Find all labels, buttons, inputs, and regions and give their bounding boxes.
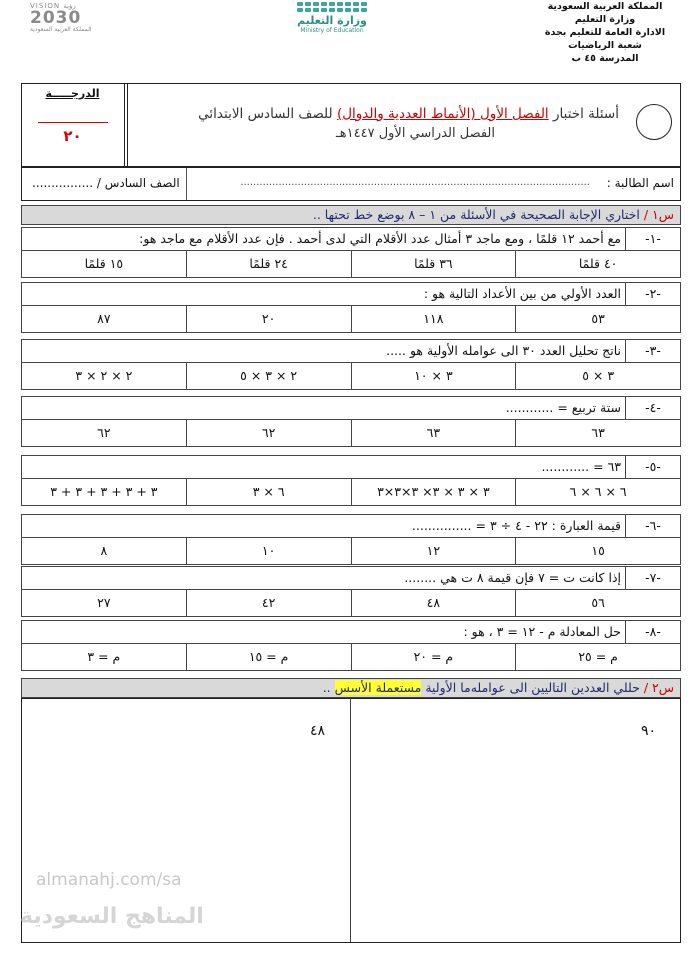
header-line: المدرسة ٤٥ ب	[571, 53, 639, 64]
answer-option[interactable]: ٣ + ٣ + ٣ + ٣ + ٣	[50, 484, 158, 499]
watermark-url: almanahj.com/sa	[36, 870, 182, 890]
question-text: ٦٣ = ............	[541, 459, 621, 474]
header-line: شعبة الرياضيات	[568, 40, 642, 51]
answer-options-row	[21, 478, 681, 506]
answer-options-row	[21, 643, 681, 671]
answer-option[interactable]: ٤٢	[186, 590, 351, 616]
exam-title	[198, 106, 619, 122]
student-name-field[interactable]: ..............................................................................................................	[240, 177, 590, 188]
section2-text: حللي العددين التاليين الى عوامله‌ما الأولية	[425, 680, 640, 695]
answer-option[interactable]: ٢ × ٢ × ٣	[75, 368, 133, 383]
section2-suffix: ..	[322, 680, 331, 695]
student-info-row	[21, 167, 681, 201]
answer-options-row	[21, 362, 681, 390]
answer-option[interactable]: ٣ × ٥	[515, 363, 680, 389]
answer-option[interactable]: م = ٢٥	[515, 644, 680, 670]
section1-header	[21, 205, 681, 225]
question-number: -١-	[625, 228, 680, 250]
question-number: -٧-	[625, 567, 680, 589]
section2-header	[21, 678, 681, 698]
work-divider	[350, 699, 351, 942]
answer-option[interactable]: ٦٢	[97, 425, 111, 440]
ministry-header	[525, 0, 685, 65]
question-text: حل المعادلة م - ١٢ = ٣ ، هو :	[463, 624, 621, 639]
question-row	[21, 455, 681, 479]
question-number: -٣-	[625, 340, 680, 362]
question-number: -٢-	[625, 283, 680, 305]
answer-option[interactable]: م = ٣	[87, 649, 121, 664]
answer-option[interactable]: ٤٨	[351, 590, 516, 616]
answer-option[interactable]: ٦ × ٦ × ٦	[515, 479, 680, 505]
answer-option[interactable]: ٦٢	[186, 420, 351, 446]
question-number: -٨-	[625, 621, 680, 643]
question-number: -٥-	[625, 456, 680, 478]
answer-option[interactable]: ١١٨	[351, 306, 516, 332]
section1-number: س١ /	[643, 207, 674, 222]
title-post: للصف السادس الابتدائي	[198, 106, 333, 122]
answer-option[interactable]: ٥٣	[515, 306, 680, 332]
ministry-logo	[292, 2, 372, 34]
answer-option[interactable]: م = ١٥	[186, 644, 351, 670]
answer-option[interactable]: م = ٢٠	[351, 644, 516, 670]
answer-option[interactable]: ٨٧	[97, 311, 111, 326]
answer-option[interactable]: ٥٦	[515, 590, 680, 616]
answer-options-row	[21, 537, 681, 565]
question-text: قيمة العبارة : ٢٢ - ٤ ÷ ٣ = ...............	[411, 518, 621, 533]
answer-option[interactable]: ٣ × ١٠	[351, 363, 516, 389]
question-row	[21, 620, 681, 644]
question-number: -٦-	[625, 515, 680, 537]
answer-option[interactable]: ٢ × ٣ × ٥	[186, 363, 351, 389]
question-row	[21, 396, 681, 420]
answer-option[interactable]: ٦ × ٣	[186, 479, 351, 505]
answer-option[interactable]: ٤٠ قلمًا	[515, 251, 680, 277]
answer-option[interactable]: ٣ × ٣ × ٣× ٣×٣×٣	[351, 479, 516, 505]
grade-line	[38, 122, 108, 123]
answer-option[interactable]: ٦٣	[515, 420, 680, 446]
question-row	[21, 566, 681, 590]
exam-semester: الفصل الدراسي الأول ١٤٤٧هـ	[335, 126, 495, 141]
title-pre: أسئلة اختبار	[552, 106, 619, 122]
vision-2030-logo	[30, 2, 100, 33]
number-48: ٤٨	[310, 723, 326, 739]
section1-text: اختاري الإجابة الصحيحة في الأسئلة من ١ – ٨ بوضع خط تحتها ..	[312, 207, 640, 222]
vision-year: 2030	[30, 8, 82, 28]
vision-subtitle: المملكة العربية السعودية	[30, 26, 92, 33]
section2-highlight: مستعملة الأسس	[334, 680, 422, 695]
answer-option[interactable]: ٢٤ قلمًا	[186, 251, 351, 277]
answer-option[interactable]: ٢٠	[186, 306, 351, 332]
title-chapter: الفصل الأول (الأنماط العددية والدوال)	[336, 106, 549, 122]
logo-text-ar: وزارة التعليم	[297, 14, 367, 27]
watermark-text: المناهج السعودية	[20, 904, 204, 929]
score-circle	[636, 104, 672, 140]
logo-text-en: Ministry of Education	[300, 27, 364, 34]
question-text: العدد الأولي من بين الأعداد التالية هو :	[423, 286, 621, 301]
vision-label: VISION رؤية	[30, 2, 76, 10]
number-90: ٩٠	[640, 723, 656, 739]
question-number: -٤-	[625, 397, 680, 419]
question-row	[21, 339, 681, 363]
header-line: الادارة العامة للتعليم بجدة	[544, 27, 666, 38]
answer-option[interactable]: ٨	[100, 543, 108, 558]
question-text: مع أحمد ١٢ قلمًا ، ومع ماجد ٣ أمثال عدد الأقلام التي لدى أحمد . فإن عدد الأقلام مع ماجد هو:	[139, 231, 621, 246]
answer-option[interactable]: ١٥	[515, 538, 680, 564]
question-row	[21, 282, 681, 306]
answer-option[interactable]: ٦٣	[351, 420, 516, 446]
question-text: إذا كانت ت = ٧ فإن قيمة ٨ ت هي ........	[404, 570, 621, 585]
grade-label: الدرجـــــة	[45, 87, 100, 100]
divider	[186, 168, 187, 200]
question-row	[21, 514, 681, 538]
answer-option[interactable]: ٣٦ قلمًا	[351, 251, 516, 277]
student-name-label: اسم الطالبة :	[606, 176, 674, 190]
grade-box	[21, 83, 128, 167]
answer-option[interactable]: ١٥ قلمًا	[84, 256, 124, 271]
answer-option[interactable]: ١٠	[186, 538, 351, 564]
grade-value: ٢٠	[63, 127, 82, 145]
question-text: ستة تربيع = ............	[505, 400, 621, 415]
section2-number: س٢ /	[643, 680, 674, 695]
answer-option[interactable]: ٢٧	[97, 595, 111, 610]
question-text: ناتج تحليل العدد ٣٠ الى عوامله الأولية هو .....	[386, 343, 621, 358]
answer-options-row	[21, 419, 681, 447]
header-line: المملكة العربية السعودية	[547, 1, 663, 12]
answer-options-row	[21, 250, 681, 278]
class-field[interactable]: الصف السادس / ................	[32, 176, 180, 190]
question-row	[21, 227, 681, 251]
answer-options-row	[21, 589, 681, 617]
header-line: وزارة التعليم	[574, 14, 636, 25]
answer-options-row	[21, 305, 681, 333]
logo-dots-icon	[292, 2, 372, 12]
answer-option[interactable]: ١٢	[351, 538, 516, 564]
